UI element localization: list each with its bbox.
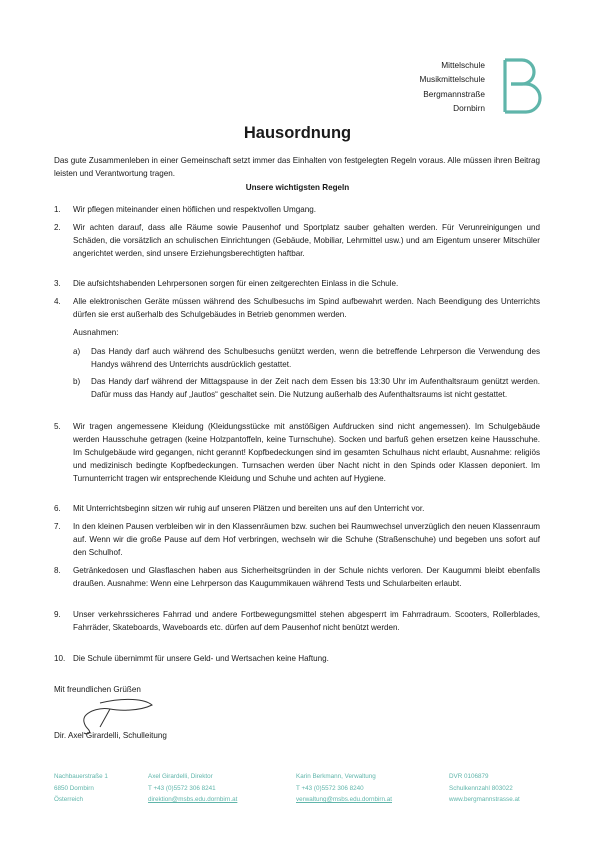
rule-text: Getränkedosen und Glasflaschen haben aus Sicherheitsgründen in der Schule nichts verloren. Der Kaugummi bleibt ebenfalls draußen. Ausnahme: Wenn eine Lehrperson das Kaugummikauen während Tests und Schularbeiten erlaubt. — [73, 566, 540, 588]
rule-number: 4. — [54, 297, 61, 306]
rule-text: Unser verkehrssicheres Fahrrad und andere Fortbewegungsmittel stehen abgesperrt im Fahrradraum. Scooters, Rollerblades, Fahrräder, Skateboards, Waveboards etc. dürfen auf dem Pausenhof nicht benützt werden. — [73, 610, 540, 632]
footer-line: 6850 Dornbirn — [54, 784, 94, 792]
footer-line: Karin Berkmann, Verwaltung — [296, 773, 376, 780]
rule-text: Die Schule übernimmt für unsere Geld- und Wertsachen keine Haftung. — [73, 654, 329, 663]
exception-label: b) — [73, 377, 81, 386]
rule-number: 3. — [54, 279, 61, 288]
exception-text: Das Handy darf auch während des Schulbesuchs genützt werden, wenn die betreffende Lehrperson die Verwendung des Handys während des Unterrichts ausdrücklich gestattet. — [91, 347, 540, 369]
rule-text: Die aufsichtshabenden Lehrpersonen sorgen für einen zeitgerechten Einlass in die Schule. — [73, 279, 399, 288]
footer-administration — [296, 771, 392, 806]
rule-number: 7. — [54, 522, 61, 531]
rule-text: Wir pflegen miteinander einen höflichen und respektvollen Umgang. — [73, 205, 316, 214]
footer-registration — [449, 771, 520, 806]
rule-text: Alle elektronischen Geräte müssen während des Schulbesuchs im Spind aufbewahrt werden. Nach Beendigung des Unterrichts dürfen sie erst außerhalb des Schulgebäudes in Betrieb genommen werden. — [73, 297, 540, 319]
footer-line: DVR 0106879 — [449, 773, 489, 780]
rule-number: 8. — [54, 566, 61, 575]
rule-number: 10. — [54, 654, 66, 663]
exceptions-label: Ausnahmen: — [73, 328, 119, 337]
school-name-line: Mittelschule — [441, 60, 485, 70]
rule-number: 9. — [54, 610, 61, 619]
rule-text: Wir tragen angemessene Kleidung (Kleidungsstücke mit anstößigen Aufdrucken sind nicht angemessen). Im Schulgebäude werden Hausschuhe getragen (keine Holzpantoffeln, keine Turnschuhe). Socken und barfuß gehen ersetzen keine Hausschuhe. Im Schulgebäude wird gegangen, nicht gerannt! Kopfbedeckungen sind im gesamten Schulhaus nicht erlaubt, Ausnahme: religiös und medizinisch bedingte Kopfbedeckungen. Turnsachen werden über Nacht nicht in den Spinds oder Klassen deponiert. Im Turnunterricht tragen wir entsprechende Kleidung und Schuhe und achten auf Hygiene. — [73, 422, 540, 483]
intro-paragraph: Das gute Zusammenleben in einer Gemeinschaft setzt immer das Einhalten von festgelegten Regeln voraus. Alle müssen ihren Beitrag leisten und Verantwortung tragen. — [54, 156, 540, 178]
rules-subtitle: Unsere wichtigsten Regeln — [245, 183, 350, 192]
footer-line: T +43 (0)5572 306 8240 — [296, 784, 364, 792]
rule-number: 6. — [54, 504, 61, 513]
footer-line: Axel Girardelli, Direktor — [148, 773, 213, 780]
signer-name: Dir. Axel Girardelli, Schulleitung — [54, 731, 167, 740]
school-name-block — [285, 58, 485, 115]
footer-line: Nachbauerstraße 1 — [54, 773, 108, 780]
exception-label: a) — [73, 347, 81, 356]
footer-address — [54, 771, 108, 806]
footer-line: Schulkennzahl 803022 — [449, 784, 513, 792]
administration-email-link[interactable]: verwaltung@msbs.edu.dornbirn.at — [296, 796, 392, 803]
footer-website[interactable]: www.bergmannstrasse.at — [449, 796, 520, 803]
page-title: Hausordnung — [243, 124, 352, 142]
rule-number: 2. — [54, 223, 61, 232]
school-name-line: Musikmittelschule — [419, 74, 485, 85]
rule-number: 1. — [54, 205, 61, 214]
school-logo — [502, 58, 546, 114]
rule-text: Wir achten darauf, dass alle Räume sowie Pausenhof und Sportplatz sauber gehalten werden. Für Verunreinigungen und Schäden, die vorsätzlich an schulischen Einrichtungen (Gebäude, Mobiliar, Lehrmittel usw.) und am Eigentum unserer Mitschüler angerichtet werden, sind unsere Erziehungsberechtigten haftbar. — [73, 223, 540, 258]
rule-text: Mit Unterrichtsbeginn sitzen wir ruhig auf unseren Plätzen und bereiten uns auf den Unterricht vor. — [73, 504, 425, 513]
footer-line: Österreich — [54, 796, 84, 803]
closing-greeting: Mit freundlichen Grüßen — [54, 685, 141, 694]
rule-text: In den kleinen Pausen verbleiben wir in den Klassenräumen bzw. suchen bei Raumwechsel unverzüglich den neuen Klassenraum auf. Wenn wir die große Pause auf dem Hof verbringen, wechseln wir die Schuhe (Straßenschuhe) und begeben uns sofort auf den Schulhof. — [73, 522, 540, 557]
exception-text: Das Handy darf während der Mittagspause in der Zeit nach dem Essen bis 13:30 Uhr im Aufenthaltsraum genützt werden. Dafür muss das Handy auf „lautlos“ geschaltet sein. Die Nutzung außerhalb des Aufenthaltsraums ist nicht gestattet. — [91, 377, 540, 399]
rule-number: 5. — [54, 422, 61, 431]
director-email-link[interactable]: direktion@msbs.edu.dornbirn.at — [148, 796, 238, 803]
school-name-line: Dornbirn — [453, 102, 485, 113]
footer-director — [148, 771, 237, 806]
footer-line: T +43 (0)5572 306 8241 — [148, 784, 216, 792]
school-name-line: Bergmannstraße — [423, 88, 485, 99]
